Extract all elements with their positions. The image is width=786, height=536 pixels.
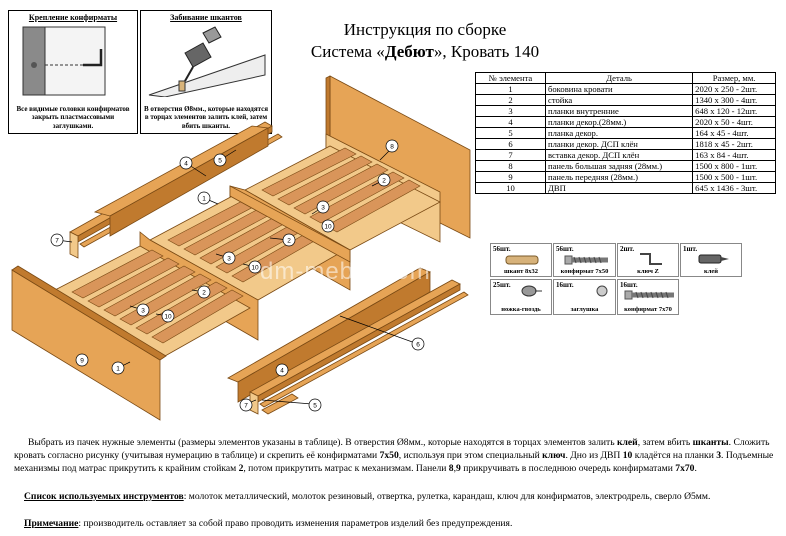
cell-part: планки внутренние xyxy=(546,106,693,117)
cell-size: 645 x 1436 - 3шт. xyxy=(693,183,776,194)
col-part: Деталь xyxy=(546,73,693,84)
hardware-label: ключ Z xyxy=(637,268,659,275)
callout-9 xyxy=(76,354,88,366)
cell-size: 2020 x 50 - 4шт. xyxy=(693,117,776,128)
svg-text:9: 9 xyxy=(80,357,84,365)
svg-text:1: 1 xyxy=(202,195,206,203)
cell-size: 2020 x 250 - 2шт. xyxy=(693,84,776,95)
callout-6 xyxy=(412,338,424,350)
callout-1-top xyxy=(198,192,210,204)
callout-3-mid xyxy=(223,252,235,264)
callout-1-bottom xyxy=(112,362,124,374)
hardware-label: клей xyxy=(703,268,719,275)
svg-text:4: 4 xyxy=(184,160,188,168)
svg-text:7: 7 xyxy=(55,237,59,245)
cell-no: 9 xyxy=(476,172,546,183)
callout-5-bottom xyxy=(309,399,321,411)
lower-decor-rail-4 xyxy=(250,280,460,396)
svg-text:5: 5 xyxy=(313,402,317,410)
tools-label: Список используемых инструментов xyxy=(24,491,184,502)
hardware-qty: 16шт. xyxy=(620,281,638,289)
dowel-text: В отверстия Ø8мм., которые находятся в торцах элементов залить клей, затем вбить шканты. xyxy=(143,104,269,130)
col-size: Размер, мм. xyxy=(693,73,776,84)
tools-text: : молоток металлический, молоток резиновый, отвертка, рулетка, карандаш, ключ для конфирматов, электродрель, сверло Ø5мм. xyxy=(183,491,711,502)
cell-no: 1 xyxy=(476,84,546,95)
upper-insert-7 xyxy=(70,232,78,258)
callout-5-top xyxy=(214,154,226,166)
hardware-qty: 56шт. xyxy=(493,245,511,253)
cell-part: планки декор.(28мм.) xyxy=(546,117,693,128)
callout-2-mid xyxy=(283,234,295,246)
svg-text:1: 1 xyxy=(116,365,120,373)
cell-part: стойка xyxy=(546,95,693,106)
hardware-label: заглушка xyxy=(570,306,599,313)
callout-10-front xyxy=(162,310,174,322)
callout-3-back xyxy=(317,201,329,213)
svg-text:2: 2 xyxy=(382,177,386,185)
svg-text:10: 10 xyxy=(164,313,172,321)
col-element-no: № элемента xyxy=(476,73,546,84)
callout-4-top xyxy=(180,157,192,169)
hardware-label: конфирмат 7x70 xyxy=(624,306,672,313)
hardware-label: ножка-гвоздь xyxy=(501,306,541,313)
watermark: dm-mebel.com xyxy=(260,258,431,285)
cell-part: панель передняя (28мм.) xyxy=(546,172,693,183)
hardware-qty: 1шт. xyxy=(683,245,698,253)
hardware-qty: 16шт. xyxy=(556,281,574,289)
callout-7-top xyxy=(51,234,63,246)
hardware-qty: 25шт. xyxy=(493,281,511,289)
callout-4-bottom xyxy=(276,364,288,376)
cell-no: 6 xyxy=(476,139,546,150)
cell-part: боковина кровати xyxy=(546,84,693,95)
svg-text:2: 2 xyxy=(287,237,291,245)
dowel-title: Забивание шкантов xyxy=(170,13,242,22)
svg-text:8: 8 xyxy=(390,143,394,151)
cell-no: 8 xyxy=(476,161,546,172)
svg-text:7: 7 xyxy=(244,402,248,410)
page-title-line2: Система «Дебют», Кровать 140 xyxy=(310,42,540,61)
cell-no: 10 xyxy=(476,183,546,194)
hardware-qty: 2шт. xyxy=(620,245,635,253)
hardware-label: конфирмат 7x50 xyxy=(560,268,609,275)
cell-part: ДВП xyxy=(546,183,693,194)
hardware-qty: 56шт. xyxy=(556,245,574,253)
callout-8 xyxy=(386,140,398,152)
svg-text:4: 4 xyxy=(280,367,284,375)
note-text: : производитель оставляет за собой право проводить изменения параметров изделий без предупреждения. xyxy=(78,518,513,529)
tools-paragraph xyxy=(14,490,774,503)
callout-2-front xyxy=(198,286,210,298)
hardware-label: шкант 8x32 xyxy=(504,268,538,275)
svg-text:10: 10 xyxy=(251,264,259,272)
cell-size: 648 x 120 - 12шт. xyxy=(693,106,776,117)
fastening-title: Крепление конфирматы xyxy=(28,13,118,22)
svg-text:10: 10 xyxy=(324,223,332,231)
cell-no: 7 xyxy=(476,150,546,161)
note-paragraph xyxy=(14,517,774,530)
svg-text:3: 3 xyxy=(227,255,231,263)
cell-part: планка декор. xyxy=(546,128,693,139)
note-label: Примечание xyxy=(24,518,79,529)
cell-no: 2 xyxy=(476,95,546,106)
cell-part: панель большая задняя (28мм.) xyxy=(546,161,693,172)
cell-size: 1340 x 300 - 4шт. xyxy=(693,95,776,106)
callout-7-bottom xyxy=(240,399,252,411)
cell-no: 5 xyxy=(476,128,546,139)
cell-part: вставка декор. ДСП клён xyxy=(546,150,693,161)
cell-size: 164 x 45 - 4шт. xyxy=(693,128,776,139)
svg-text:5: 5 xyxy=(218,157,222,165)
cell-no: 4 xyxy=(476,117,546,128)
svg-text:3: 3 xyxy=(141,307,145,315)
cell-size: 1500 x 800 - 1шт. xyxy=(693,161,776,172)
svg-text:6: 6 xyxy=(416,341,420,349)
svg-text:3: 3 xyxy=(321,204,325,212)
svg-text:2: 2 xyxy=(202,289,206,297)
callout-2-back xyxy=(378,174,390,186)
callout-3-front xyxy=(137,304,149,316)
cell-part: планки декор. ДСП клён xyxy=(546,139,693,150)
callout-10-back xyxy=(322,220,334,232)
cell-size: 1500 x 500 - 1шт. xyxy=(693,172,776,183)
fastening-text: Все видимые головки конфирматов закрыть пластмассовыми заглушками. xyxy=(16,104,130,130)
instructions-main: Выбрать из пачек нужные элементы (размеры элементов указаны в таблице). В отверстия Ø8мм., которые находятся в торцах элементов залить клей, затем вбить шканты. Сложить кровать согласно рисунку (учитывая нумерацию в таблице) и скрепить её конфирматами 7x50, используя при этом специальный ключ. Дно из ДВП 10 кладётся на планки 3. Подъемные механизмы под матрас прикрутить к крайним стойкам 2, потом прикрутить матрас к механизмам. Панели 8,9 прикручивать в последнюю очередь конфирматами 7x70. xyxy=(14,437,774,474)
cell-no: 3 xyxy=(476,106,546,117)
cell-size: 1818 x 45 - 2шт. xyxy=(693,139,776,150)
cell-size: 163 x 84 - 4шт. xyxy=(693,150,776,161)
page-title-line1: Инструкция по сборке xyxy=(343,20,507,39)
